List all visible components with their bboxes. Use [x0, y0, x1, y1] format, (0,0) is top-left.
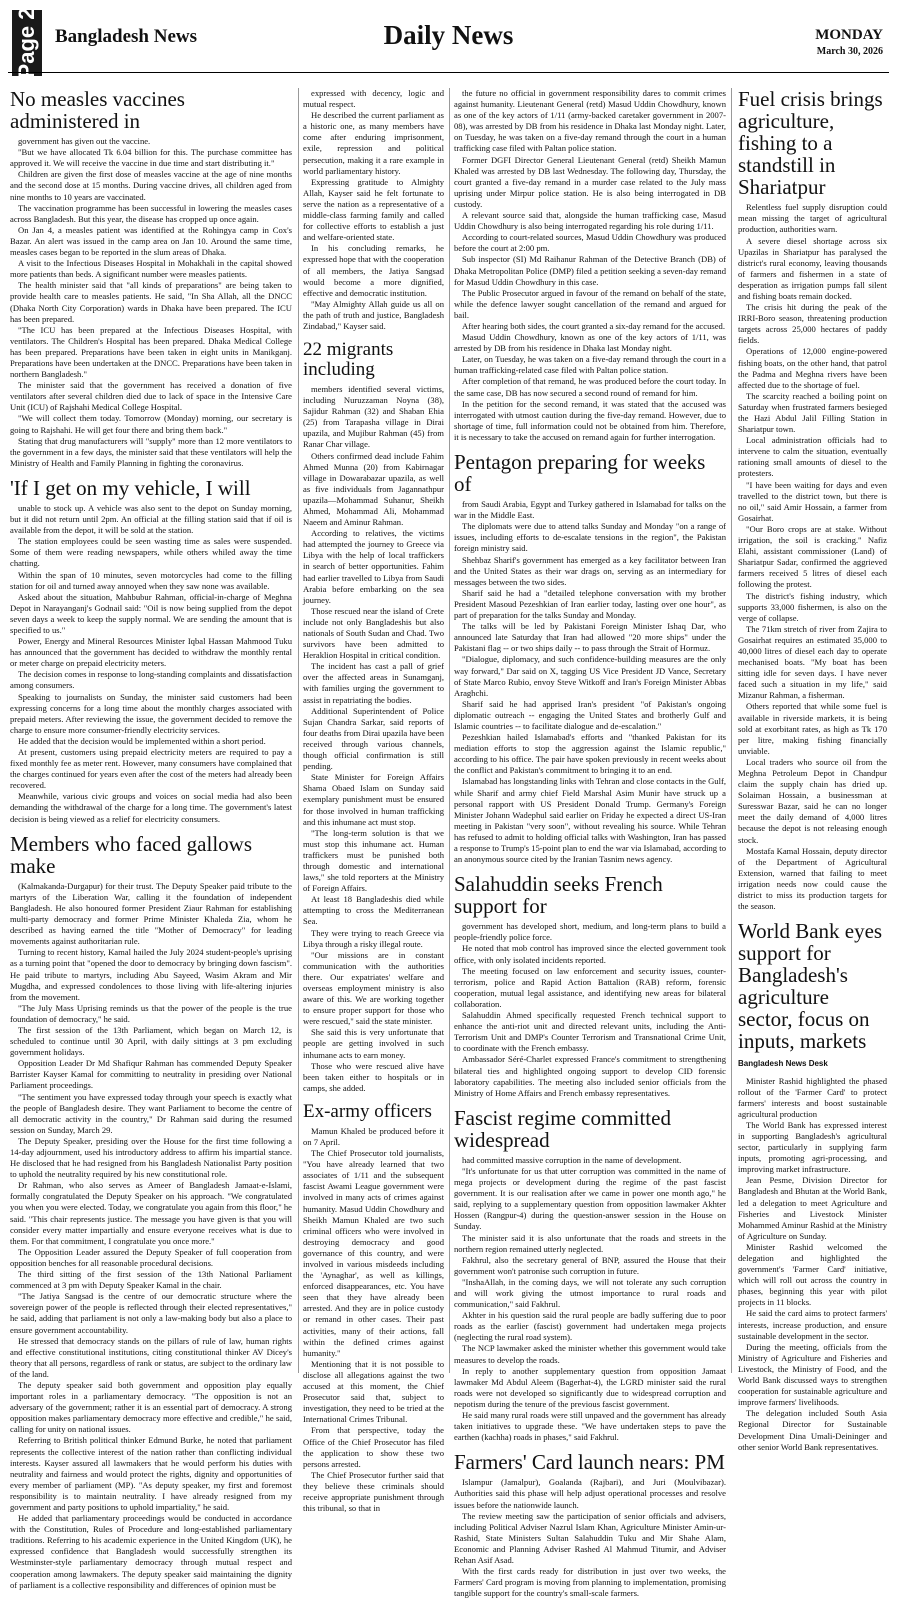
article-paragraph: "Our missions are in constant communication with the authorities there. Our expatriates' welfare and overseas employment ministry is also aware of this. We are working together to ensure proper support for those who were rescued," said the state minister.: [303, 949, 444, 1027]
article-paragraph: Ambassador Séré-Charlet expressed France's commitment to strengthening bilateral ties and highlighted ongoing support to develop CID forensic laboratory capabilities. The meeting also included senior officials from the Ministry of Home Affairs and French embassy representatives.: [454, 1054, 726, 1098]
article-paragraph: Sub inspector (SI) Md Raihanur Rahman of the Detective Branch (DB) of Dhaka Metropolitan Police (DMP) filed a petition seeking a seven-day remand for Masud Uddin Chowdhury in this case.: [454, 254, 726, 287]
article-paragraph: Islampur (Jamalpur), Goalanda (Rajbari), and Juri (Moulvibazar). Authorities said this phase will help adjust operational processes and resolve issues before the nationwide launch.: [454, 1477, 726, 1510]
article-paragraph: Others reported that while some fuel is available in riverside markets, it is being sold at exorbitant rates, as high as Tk 170 per litre, making fishing financially unviable.: [738, 701, 887, 756]
article-paragraph: Asked about the situation, Mahbubur Rahman, official-in-charge of Meghna Depot in Narayanganj's Godnail said: "Oil is now being supplied from the depot seven days a week to keep the supply normal. We are sending the amount that is specified to us.": [10, 591, 292, 635]
article-paragraph: The meeting focused on law enforcement and security issues, counter-terrorism, police and Rapid Action Battalion (RAB) reform, forensic cooperation, mutual legal assistance, and identifying new areas for bilateral collaboration.: [454, 965, 726, 1009]
article-paragraph: "InshaAllah, in the coming days, we will not tolerate any such corruption and will work giving the utmost importance to rural roads and communication," said Fakhrul.: [454, 1276, 726, 1310]
article-paragraph: The review meeting saw the participation of senior officials and advisers, including Political Adviser Nazrul Islam Khan, Agriculture Minister Amin-ur-Rashid, State Ministers Sultan Salahuddin Tuku and Mir Shahe Alam, Economic and Planning Adviser Rashed Al Mahmud Titumir, and Adviser Rehan Asif Asad.: [454, 1510, 726, 1566]
article-paragraph: Jean Pesme, Division Director for Bangladesh and Bhutan at the World Bank, led a delegation to meet Agriculture and Fisheries and Livestock Minister Mohammed Aminur Rashid at the Ministry of Agriculture on Sunday.: [738, 1175, 887, 1241]
article-paragraph: The Public Prosecutor argued in favour of the remand on behalf of the state, while the defence lawyer sought cancellation of the remand and argued for bail.: [454, 287, 726, 320]
article-paragraph: She said this is very unfortunate that people are getting involved in such inhumane acts to earn money.: [303, 1027, 444, 1060]
article-paragraph: Children are given the first dose of measles vaccine at the age of nine months and the second dose at 15 months. During vaccine drives, all children aged from nine months to 10 years are vaccinated.: [10, 169, 292, 202]
issue-date: March 30, 2026: [816, 46, 883, 57]
article-paragraph: Relentless fuel supply disruption could mean missing the target of agricultural production, authorities warn.: [738, 202, 887, 235]
article-paragraph: Stating that drug manufacturers will "supply" more than 12 more ventilators to the government in a few days, the minister said that these ventilators will help the Ministry of Health and Family Planning in fighting the coronavirus.: [10, 435, 292, 468]
article-paragraph: Mamun Khaled be produced before it on 7 April.: [303, 1125, 444, 1147]
article: [738, 920, 887, 1452]
issue-day: MONDAY: [815, 27, 883, 43]
article-paragraph: "The July Mass Uprising reminds us that the power of the people is the true foundation of democracy," he said.: [10, 1002, 292, 1024]
article: [10, 477, 292, 825]
article-paragraph: In the petition for the second remand, it was stated that the accused was interrogated with utmost caution during the five-day remand. However, due to shortage of time, full information could not be obtained from him. Therefore, it is necessary to take the accused on remand again for further interrogation.: [454, 398, 726, 442]
article-paragraph: The station employees could be seen wasting time as sales were suspended. Some of them were reading newspapers, while others whiled away the time chatting.: [10, 536, 292, 569]
article: [454, 451, 726, 865]
article-paragraph: "I have been waiting for days and even travelled to the district town, but there is no oil," said Amir Hossain, a farmer from Gosairhat.: [738, 479, 887, 523]
article-paragraph: Meanwhile, various civic groups and voices on social media had also been demanding the withdrawal of the charge for a long time. The government's latest decision is being viewed as a relief for electricity consumers.: [10, 791, 292, 824]
brand-name: Bangladesh News: [55, 26, 197, 47]
article-paragraph: "The Jatiya Sangsad is the centre of our democratic structure where the sovereign power of the people is reflected through their elected representatives," he said, adding that parliament is not only a law-making body but also a place to ensure government accountability.: [10, 1291, 292, 1335]
article-paragraph: The scarcity reached a boiling point on Saturday when frustrated farmers besieged the Hazi Abdul Jalil Filling Station in Shariatpur town.: [738, 390, 887, 435]
article-paragraph: The Chief Prosecutor told journalists, "You have already learned that two associates of 1/11 and the subsequent fascist Awami League government were involved in many acts of crimes against humanity. Masud Uddin Chowdhury and Sheikh Mamun Khaled are two such criminal officers who were involved in destroying democracy and good governance of this country, and were involved in various misdeeds including the 'Aynaghar', as well as killings, enforced disappearances, etc. You have seen that they have already been arrested. And they are in police custody or remand in other cases. Their past activities, many of their actions, fall within the defined crimes against humanity.": [303, 1148, 444, 1358]
article-paragraph: The Deputy Speaker, presiding over the House for the first time following a 14-day adjournment, used his introductory address to affirm his impartial stance. He disclosed that he had resigned from his Bangladesh Nationalist Party position to uphold the neutrality required by his new constitutional role.: [10, 1135, 292, 1180]
column-divider: [731, 88, 732, 1373]
article-headline: Fuel crisis brings agriculture, fishing to a standstill in Shariatpur: [738, 87, 883, 200]
article-paragraph: The health minister said that "all kinds of preparations" are being taken to provide health care to measles patients. He said, "In Sha Allah, all the DNCC (Dhaka North City Corporation) wards in Dhaka have been prepared. The ICU has been prepared.: [10, 280, 292, 324]
article: [10, 833, 292, 1591]
article: [454, 1451, 726, 1599]
article-paragraph: "The sentiment you have expressed today through your speech is exactly what the people of Bangladesh desire. They want Parliament to become the centre of all democratic activity in the country," Dr Rahman said during the resumed session on Sunday, March 29.: [10, 1091, 292, 1135]
page-number-tab: Page 2: [12, 10, 42, 76]
article-paragraph: The first session of the 13th Parliament, which began on March 12, is scheduled to continue until 30 April, with daily sittings at 3 pm excluding government holidays.: [10, 1024, 292, 1058]
article-paragraph: Akhter in his question said the rural people are badly suffering due to poor roads as the earlier (fascist) government had undertaken mega projects (neglecting the rural road system).: [454, 1310, 726, 1343]
article-paragraph: The diplomats were due to attend talks Sunday and Monday "on a range of issues, including efforts to de-escalate tensions in the region", the Pakistan foreign ministry said.: [454, 521, 726, 554]
article-paragraph: The minister said that the government has received a donation of five ventilators after several children died due to lack of space in the Intensive Care Unit (ICU) of Rajshahi Medical College Hospital.: [10, 380, 292, 413]
article-paragraph: Later, on Tuesday, he was taken on a five-day remand through the court in a human trafficking-related case filed with Paltan police station.: [454, 354, 726, 376]
article-paragraph: The third sitting of the first session of the 13th National Parliament commenced at 3 pm with Deputy Speaker Kamal in the chair.: [10, 1269, 292, 1291]
article-paragraph: Mostafa Kamal Hossain, deputy director of the Department of Agricultural Extension, warned that failing to meet irrigation needs now could cause the district to miss its production targets for the season.: [738, 845, 887, 912]
masthead-rule: [8, 72, 889, 73]
article-paragraph: Speaking to journalists on Sunday, the minister said customers had been expressing concerns for a long time about the monthly charges associated with prepaid meters. After reviewing the issue, the government decided to remove the charge to ensure more consumer-friendly electricity services.: [10, 691, 292, 735]
article-paragraph: The decision comes in response to long-standing complaints and dissatisfaction among consumers.: [10, 669, 292, 691]
article-headline: World Bank eyes support for Bangladesh's agriculture sector, focus on inputs, markets: [738, 919, 883, 1054]
article: [454, 88, 726, 443]
article-paragraph: "The ICU has been prepared at the Infectious Diseases Hospital, with ventilators. The Children's Hospital has been prepared. Dhaka Medical College has been prepared. Preparations have been taken in eight units in Manikganj. Preparations have been undertaken at the DNCC. Preparations have been taken in northern Bangladesh.": [10, 324, 292, 380]
article: [454, 1107, 726, 1444]
article-paragraph: The World Bank has expressed interest in supporting Bangladesh's agricultural sector, particularly in supplying farm inputs, promoting agri-processing, and improving market infrastructure.: [738, 1119, 887, 1175]
article-paragraph: Others confirmed dead include Fahim Ahmed Munna (20) from Kabirnagar village in Dowarabazar upazila, as well as five individuals from Jagannathpur upazila—Mohammad Suhanur, Sheikh Ahmed, Mohammad Ali, Mohammad Naeem and Aminur Rahman.: [303, 450, 444, 528]
column-1: [10, 87, 292, 1590]
article-paragraph: members identified several victims, including Nuruzzaman Noyna (38), Sajidur Rahman (32) and Shaban Ehia (25) from Tarapasha village in Dirai upazila, and Mujibur Rahman (45) from Ranar Char village.: [303, 383, 444, 450]
article-paragraph: State Minister for Foreign Affairs Shama Obaed Islam on Sunday said exemplary punishment must be ensured for those involved in human trafficking and this inhumane act must stop.: [303, 772, 444, 827]
article-paragraph: The 71km stretch of river from Zajira to Gosairhat requires an estimated 35,000 to 40,000 litres of diesel each day to operate mechanised boats. "My boat has been sitting idle for seven days. I have never faced such a situation in my life," said Mizanur Rahman, a fisherman.: [738, 623, 887, 701]
article-paragraph: They were trying to reach Greece via Libya through a risky illegal route.: [303, 927, 444, 949]
article-paragraph: "It's unfortunate for us that utter corruption was committed in the name of mega projects or development during the regime of the past fascist government. It is our realisation after we came in power one month ago," he said, replying to a supplementary question from opposition lawmaker Akhter Hossen (Rangpur-4) during the question-answer session in the House on Sunday.: [454, 1165, 726, 1232]
article-paragraph: During the meeting, officials from the Ministry of Agriculture and Fisheries and Livestock, the Ministry of Food, and the World Bank discussed ways to strengthen cooperation for sustainable agriculture and improve farmers' livelihoods.: [738, 1341, 887, 1408]
article-paragraph: In his concluding remarks, he expressed hope that with the cooperation of all members, the Jatiya Sangsad would become a more dignified, effective and democratic institution.: [303, 243, 444, 298]
article-paragraph: Pezeshkian hailed Islamabad's efforts and "thanked Pakistan for its mediation efforts to stop the aggression against the Islamic republic," according to his office. The pair have spoken previously in recent weeks about the conflict and Pakistan's commitment to bringing it to an end.: [454, 732, 726, 776]
article-paragraph: Dr Rahman, who also serves as Ameer of Bangladesh Jamaat-e-Islami, formally congratulated the Deputy Speaker on his approach. "We congratulated you when you were elected. Today, we congratulate you again from this floor," he said. "This chair represents justice. The message you have given is that you will consider every matter impartially and ensure everyone receives what is due to them. For that commitment, I congratulate you once more.": [10, 1180, 292, 1246]
article-paragraph: Salahuddin Ahmed specifically requested French technical support to enhance the anti-riot unit and directed relevant units, including the Anti-Terrorism Unit and DMP's Counter Terrorism and Transnational Crime Unit, to coordinate with the French embassy.: [454, 1010, 726, 1054]
article-paragraph: Fakhrul, also the secretary general of BNP, assured the House that their government won't patronise such corruption in future.: [454, 1254, 726, 1276]
article-paragraph: Sharif said he had a "detailed telephone conversation with my brother President Masoud Pezeshkian of Iran earlier today, lasting over one hour", as part of preparation for the talks Sunday and Monday.: [454, 587, 726, 621]
article-paragraph: He stressed that democracy stands on the pillars of rule of law, human rights and effective constitutional institutions, citing constitutional thinker AV Dicey's theory that all persons, regardless of rank or status, are subject to the ordinary law of the land.: [10, 1335, 292, 1379]
article-paragraph: from Saudi Arabia, Egypt and Turkey gathered in Islamabad for talks on the war in the Middle East.: [454, 499, 726, 521]
column-divider: [298, 88, 299, 1373]
article: [738, 88, 887, 912]
article-paragraph: Expressing gratitude to Almighty Allah, Kayser said he felt fortunate to serve the nation as a representative of a middle-class farming family and called for collective efforts to establish a just and welfare-oriented state.: [303, 176, 444, 243]
article-paragraph: A severe diesel shortage across six Upazilas in Shariatpur has paralysed the district's rural economy, leaving thousands of farmers and fishermen in a state of desperation as irrigation pumps fall silent and fishing boats remain docked.: [738, 235, 887, 301]
article-paragraph: Minister Rashid welcomed the delegation and highlighted the government's 'Farmer Card' initiative, which will roll out across the country in phases, beginning this year with pilot projects in 11 blocks.: [738, 1241, 887, 1308]
article-paragraph: From that perspective, today the Office of the Chief Prosecutor has filed the application to show these two persons arrested.: [303, 1425, 444, 1469]
article-paragraph: The incident has cast a pall of grief over the affected areas in Sunamganj, with families urging the government to assist in repatriating the bodies.: [303, 661, 444, 705]
article: [303, 340, 444, 1094]
article-paragraph: In reply to another supplementary question from opposition Jamaat lawmaker Md Abdul Aleem (Bagerhat-4), the LGRD minister said the rural roads were not developed so significantly due to widespread corruption and nepotism during the tenure of the previous fascist government.: [454, 1365, 726, 1409]
article-paragraph: He described the current parliament as a historic one, as many members have come after enduring imprisonment, exile, repression and political persecution, making it a rare example in world parliamentary history.: [303, 110, 444, 176]
article-paragraph: (Kalmakanda-Durgapur) for their trust. The Deputy Speaker paid tribute to the martyrs of the Liberation War, calling it the foundation of independent Bangladesh. He also honoured former President Ziaur Rahman for establishing multi-party democracy and former Prime Minister Khaleda Zia, whom he described as having earned the title "Mother of Democracy" for leading movements against authoritarian rule.: [10, 880, 292, 947]
article-paragraph: He said many rural roads were still unpaved and the government has already taken initiatives to upgrade these. "We have undertaken steps to pave the earthen (kachha) roads in phases," said Fakhrul.: [454, 1410, 726, 1443]
article-paragraph: The Chief Prosecutor further said that they believe these criminals should receive appropriate punishment through this tribunal, so that in: [303, 1469, 444, 1514]
article-headline: 22 migrants including: [303, 339, 394, 380]
article-paragraph: The NCP lawmaker asked the minister whether this government would take measures to develop the roads.: [454, 1343, 726, 1365]
article-paragraph: Those who were rescued alive have been taken either to hospitals or in camps, she added.: [303, 1060, 444, 1093]
column-4: [738, 87, 887, 1452]
article-paragraph: "We will collect them today. Tomorrow (Monday) morning, our secretary is going to Rajshahi. He will get four there and bring them back.": [10, 413, 292, 435]
article-paragraph: The vaccination programme has been successful in lowering the measles cases across Bangladesh. But this year, the disease has cropped up once again.: [10, 202, 292, 224]
article-paragraph: Additional Superintendent of Police Sujan Chandra Sarkar, said reports of four deaths from Dirai upazila have been received through various channels, though official confirmation is still pending.: [303, 705, 444, 772]
article-paragraph: Mentioning that it is not possible to disclose all allegations against the two accused at this moment, the Chief Prosecutor said that, subject to investigation, they need to be tried at the International Crimes Tribunal.: [303, 1358, 444, 1425]
article-paragraph: After hearing both sides, the court granted a six-day remand for the accused.: [462, 320, 725, 331]
article-paragraph: government has given out the vaccine.: [18, 136, 151, 147]
column-2: [303, 88, 444, 1514]
article-paragraph: expressed with decency, logic and mutual respect.: [303, 88, 444, 110]
article-paragraph: Within the span of 10 minutes, seven motorcycles had come to the filling station for oil and turned away annoyed when they saw none was available.: [10, 569, 292, 591]
article-headline: Pentagon preparing for weeks of: [454, 450, 706, 497]
article-paragraph: According to relatives, the victims had attempted the journey to Greece via Libya with the help of local traffickers in search of better opportunities. Fahim had earlier travelled to Libya from Saudi Arabia before embarking on the sea journey.: [303, 528, 444, 605]
article-paragraph: The crisis hit during the peak of the IRRI-Boro season, threatening production targets across 25,000 hectares of paddy fields.: [738, 302, 887, 346]
article-paragraph: Masud Uddin Chowdhury, known as one of the key actors of 1/11, was arrested by DB from his residence in Dhaka last Monday night.: [454, 332, 726, 354]
article-paragraph: Opposition Leader Dr Md Shafiqur Rahman has commended Deputy Speaker Barrister Kayser Kamal for committing to neutrality in presiding over National Parliament proceedings.: [10, 1058, 292, 1091]
article: [303, 1102, 444, 1514]
article-paragraph: Operations of 12,000 engine-powered fishing boats, on the other hand, that patrol the Padma and Meghna rivers have been affected due to the shortage of fuel.: [738, 346, 887, 390]
article-paragraph: government has developed short, medium, and long-term plans to build a people-friendly police force.: [454, 921, 726, 943]
article-paragraph: The Opposition Leader assured the Deputy Speaker of full cooperation from opposition benches for all reasonable procedural decisions.: [10, 1246, 292, 1268]
article-paragraph: On Jan 4, a measles patient was identified at the Rohingya camp in Cox's Bazar. An alert was issued in the camp area on Jan 10. Around the same time, measles cases began to be reported in the slum areas of Dhaka.: [10, 224, 292, 258]
article-headline: Fascist regime committed widespread: [454, 1105, 671, 1152]
article-headline: 'If I get on my vehicle, I will: [10, 475, 251, 500]
article-paragraph: "But we have allocated Tk 6.04 billion for this. The purchase committee has approved it. We will receive the vaccine in due time and start distributing it.": [10, 147, 292, 169]
article-paragraph: Local administration officials had to intervene to calm the situation, eventually rationing small amounts of diesel to the protesters.: [738, 435, 887, 479]
masthead: [0, 0, 897, 78]
article-headline: Members who faced gallows make: [10, 831, 253, 878]
article-paragraph: At least 18 Bangladeshis died while attempting to cross the Mediterranean Sea.: [303, 894, 444, 927]
article-paragraph: He added that parliamentary proceedings would be conducted in accordance with the Constitution, Rules of Procedure and long-established parliamentary traditions. Referring to his academic experience in the United Kingdom (UK), he expressed confidence that Bangladesh would successfully strengthen its Westminster-style parliamentary democracy through mutual respect and cooperation among lawmakers. The deputy speaker said maintaining the dignity of parliament is a collective responsibility and differences of opinion must be: [10, 1513, 292, 1590]
article-paragraph: Turning to recent history, Kamal hailed the July 2024 student-people's uprising as a turning point that "opened the door to democracy by bringing down fascism". He paid tribute to martyrs, including Abu Sayeed, Wasim Akram and Mir Mugdha, and expressed condolences to those living with life-altering injuries from the movement.: [10, 947, 292, 1002]
article-paragraph: Former DGFI Director General Lieutenant General (retd) Sheikh Mamun Khaled was arrested by DB last Wednesday. The following day, Thursday, the court granted a five-day remand in a murder case related to the July mass uprising under Mirpur police station. He is also being interrogated in DB custody.: [454, 154, 726, 209]
article-paragraph: The minister said it is also unfortunate that the roads and streets in the northern region remained utterly neglected.: [454, 1232, 726, 1254]
article-headline: No measles vaccines administered in: [10, 87, 185, 134]
article-paragraph: "May Almighty Allah guide us all on the path of truth and justice, Bangladesh Zindabad," Kayser said.: [303, 298, 444, 331]
column-3: [454, 88, 726, 1599]
article-headline: Ex-army officers: [303, 1100, 432, 1122]
article: [454, 873, 726, 1099]
article-paragraph: "The long-term solution is that we must stop this inhumane act. Human traffickers must be punished both through domestic and international laws," she told reporters at the Ministry of Foreign Affairs.: [303, 827, 444, 894]
article-paragraph: Local traders who source oil from the Meghna Petroleum Depot in Chandpur claim the supply chain has dried up. Solaiman Hossain, a businessman at Suresswar Bazar, said he can no longer meet the daily demand of 4,000 litres because the depot is not releasing enough stock.: [738, 756, 887, 845]
article-paragraph: The district's fishing industry, which supports 33,000 fishermen, is also on the verge of collapse.: [738, 590, 887, 623]
article-paragraph: Referring to British political thinker Edmund Burke, he noted that parliament represents the collective interest of the nation rather than conflicting individual interests. Kayser assured all lawmakers that he would perform his duties with neutrality and fairness and would protect the rights, dignity and opportunities of every member of parliament (MP). "As deputy speaker, my first and foremost responsibility is to maintain neutrality. I have already resigned from my government and party positions to uphold impartiality," he said.: [10, 1435, 292, 1513]
article-paragraph: He added that the decision would be implemented within a short period.: [18, 735, 266, 746]
article-paragraph: After completion of that remand, he was produced before the court today. In the same case, DB has now secured a second round of remand for him.: [454, 376, 726, 398]
article-paragraph: The delegation included South Asia Regional Director for Sustainable Development Dina Umali-Deininger and other senior World Bank representatives.: [738, 1408, 887, 1452]
article-paragraph: According to court-related sources, Masud Uddin Chowdhury was produced before the court at 2:00 pm.: [454, 232, 726, 254]
article-paragraph: He noted that mob control has improved since the elected government took office, with only isolated incidents reported.: [454, 943, 726, 965]
section-title: Daily News: [383, 20, 514, 50]
article-paragraph: At present, customers using prepaid electricity meters are required to pay a fixed monthly fee as meter rent. However, many consumers have complained that the charges continued for years even after the cost of the meters had already been recovered.: [10, 747, 292, 791]
article-paragraph: the future no official in government responsibility dares to commit crimes against humanity. Lieutenant General (retd) Masud Uddin Chowdhury, known as one of the key actors of 1/11 (army-backed caretaker government in 2007-08), was arrested by DB from his residence in Dhaka last Monday night. Later, on Tuesday, he was taken on a five-day remand through the court in a human trafficking case filed with Paltan police station.: [454, 88, 726, 154]
article-paragraph: With the first cards ready for distribution in just over two weeks, the Farmers' Card program is moving from planning to implementation, promising tangible support for the country's small-scale farmers.: [454, 1566, 726, 1599]
article-paragraph: A visit to the Infectious Diseases Hospital in Mohakhali in the capital showed more patients than beds. A significant number were measles patients.: [10, 258, 292, 280]
article-paragraph: Those rescued near the island of Crete include not only Bangladeshis but also nationals of South Sudan and Chad. Two survivors have been admitted to Heraklion Hospital in critical condition.: [303, 605, 444, 661]
article-paragraph: unable to stock up. A vehicle was also sent to the depot on Sunday morning, but it did not return until 2pm. An official at the filling station said that if oil is available from the depot, it will be sold at the station.: [10, 502, 292, 536]
article-paragraph: The talks will be led by Pakistani Foreign Minister Ishaq Dar, who announced late Saturday that Iran had allowed "20 more ships" under the Pakistani flag -- or two ships daily -- to pass through the Strait of Hormuz.: [454, 621, 726, 654]
article-byline: Bangladesh News Desk: [738, 1058, 828, 1068]
column-divider: [449, 88, 450, 1373]
article-headline: Salahuddin seeks French support for: [454, 872, 663, 919]
article-paragraph: A relevant source said that, alongside the human trafficking case, Masud Uddin Chowdhury is also being interrogated regarding his role during 1/11.: [454, 210, 726, 232]
article-paragraph: Minister Rashid highlighted the phased rollout of the 'Farmer Card' to protect farmers' interests and boost sustainable agricultural production: [738, 1075, 887, 1119]
article-paragraph: Power, Energy and Mineral Resources Minister Iqbal Hassan Mahmood Tuku has announced that the government has decided to withdraw the monthly rental or meter charge on prepaid electricity meters.: [10, 636, 292, 669]
article-paragraph: The deputy speaker said both government and opposition play equally important roles in a parliamentary democracy. "The opposition is not an adversary of the government; rather it is an essential part of democracy. A strong opposition makes parliamentary democracy more effective and credible," he said, calling for unity on national issues.: [10, 1379, 292, 1435]
article-paragraph: Sharif said he had apprised Iran's president "of Pakistan's ongoing diplomatic outreach -- engaging the United States and brotherly Gulf and Islamic countries -- to facilitate dialogue and de-escalation.": [454, 698, 726, 731]
article-paragraph: had committed massive corruption in the name of development.: [462, 1154, 682, 1165]
article-headline: Farmers' Card launch nears: PM: [454, 1450, 725, 1475]
article-paragraph: "Dialogue, diplomacy, and such confidence-building measures are the only way forward," Dar said on X, tagging US Vice President JD Vance, Secretary of State Marco Rubio, envoy Steve Witkoff and Iran's Foreign Minister Abbas Araghchi.: [454, 654, 726, 698]
article: [303, 88, 444, 332]
article-paragraph: Islamabad has longstanding links with Tehran and close contacts in the Gulf, while Sharif and army chief Field Marshal Asim Munir have struck up a personal rapport with US President Donald Trump. Germany's Foreign Minister Johann Wadephul said earlier on Friday he expected a direct US-Iran meeting in Pakistan "very soon", without revealing his source. While Tehran has refused to admit to holding official talks with Washington, Iran has passed a response to Trump's 15-point plan to end the war via Islamabad, according to an anonymous source cited by the Iranian Tasnim news agency.: [454, 776, 726, 865]
article-paragraph: He said the card aims to protect farmers' interests, increase production, and ensure sustainable development in the sector.: [738, 1308, 887, 1341]
article-paragraph: "Our Boro crops are at stake. Without irrigation, the soil is cracking." Nafiz Elahi, assistant commissioner (Land) of Shariatpur Sadar, confirmed the aggrieved farmers received 5 litres of diesel each following the protest.: [738, 523, 887, 590]
article: [10, 88, 292, 469]
article-paragraph: Shehbaz Sharif's government has emerged as a key facilitator between Iran and the United States as their war drags on, serving as an intermediary for messages between the two sides.: [454, 554, 726, 587]
